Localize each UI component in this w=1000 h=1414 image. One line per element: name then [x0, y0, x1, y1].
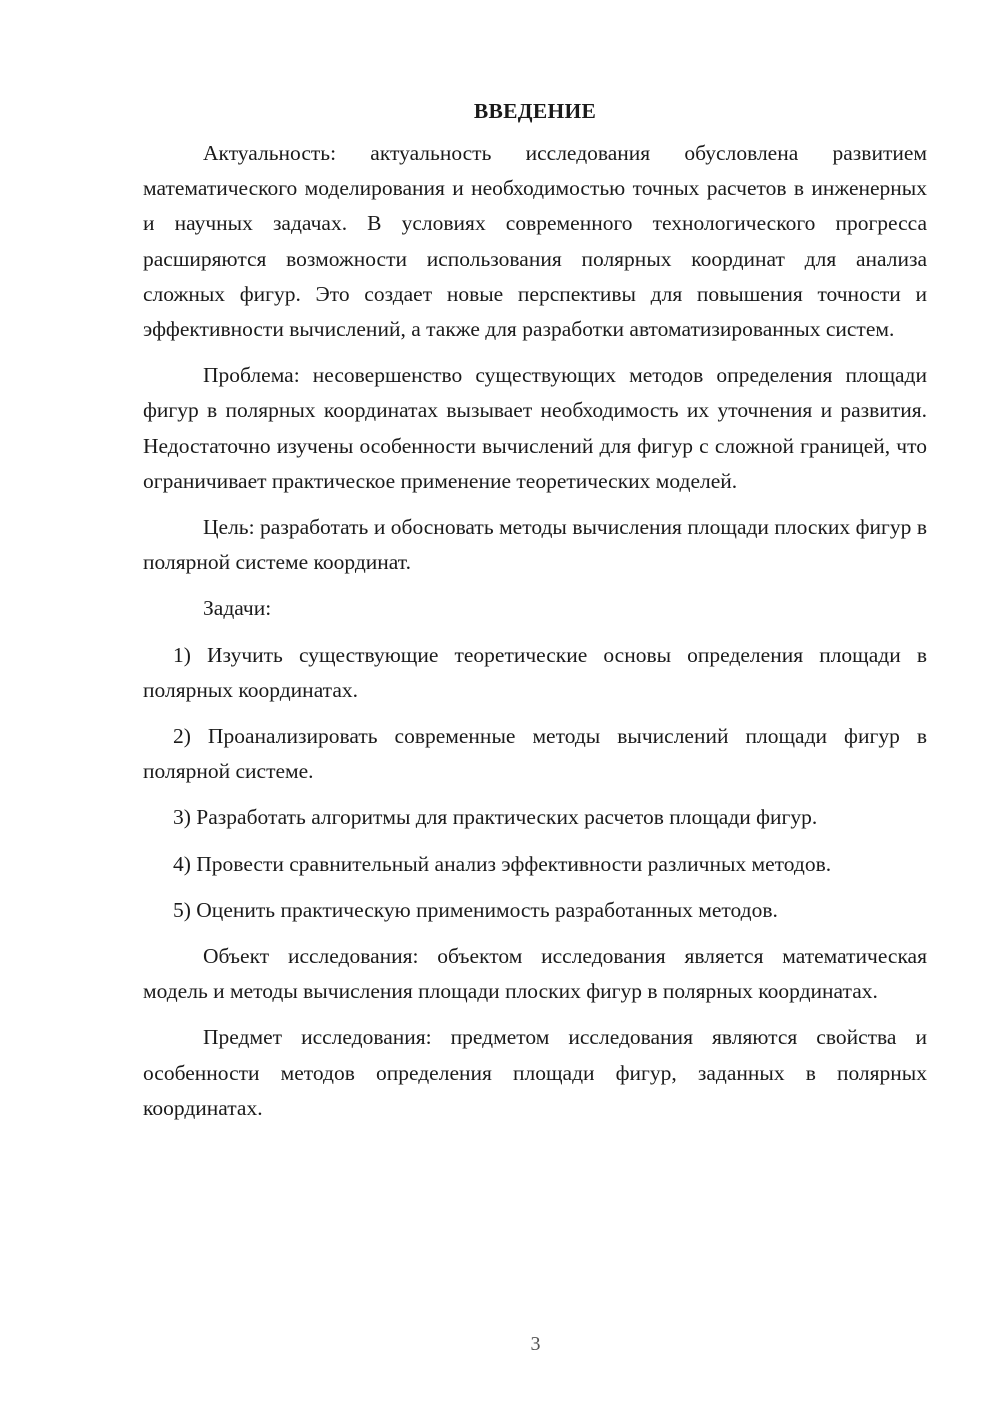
task-item-1: 1) Изучить существующие теоретические основы определения площади в полярных координатах.	[143, 642, 927, 702]
section-title: ВВЕДЕНИЕ	[473, 99, 597, 123]
task-item-3: 3) Разработать алгоритмы для практических расчетов площади фигур.	[173, 805, 818, 830]
goal-paragraph: Цель: разработать и обосновать методы вычисления площади плоских фигур в полярной системе координат.	[143, 515, 927, 575]
task-item-5: 5) Оценить практическую применимость разработанных методов.	[173, 897, 778, 922]
task-item-4: 4) Провести сравнительный анализ эффективности различных методов.	[173, 851, 832, 876]
document-page	[143, 96, 927, 1126]
problem-paragraph: Проблема: несовершенство существующих методов определения площади фигур в полярных координатах вызывает необходимость их уточнения и развития. Недостаточно изучены особенности вычислений для фигур с сложной границей, что ограничивает практическое применение теоретических моделей.	[143, 363, 927, 493]
tasks-heading: Задачи:	[203, 596, 272, 621]
task-item-2: 2) Проанализировать современные методы вычислений площади фигур в полярной системе.	[143, 724, 927, 784]
relevance-paragraph: Актуальность: актуальность исследования обусловлена развитием математического моделирования и необходимостью точных расчетов в инженерных и научных задачах. В условиях современного технологического прогресса расширяются возможности использования полярных координат для анализа сложных фигур. Это создает новые перспективы для повышения точности и эффективности вычислений, а также для разработки автоматизированных систем.	[143, 141, 927, 342]
object-paragraph: Объект исследования: объектом исследования является математическая модель и методы вычисления площади плоских фигур в полярных координатах.	[143, 944, 927, 1004]
subject-paragraph: Предмет исследования: предметом исследования являются свойства и особенности методов определения площади фигур, заданных в полярных координатах.	[143, 1025, 927, 1120]
page-number: 3	[530, 1333, 541, 1355]
